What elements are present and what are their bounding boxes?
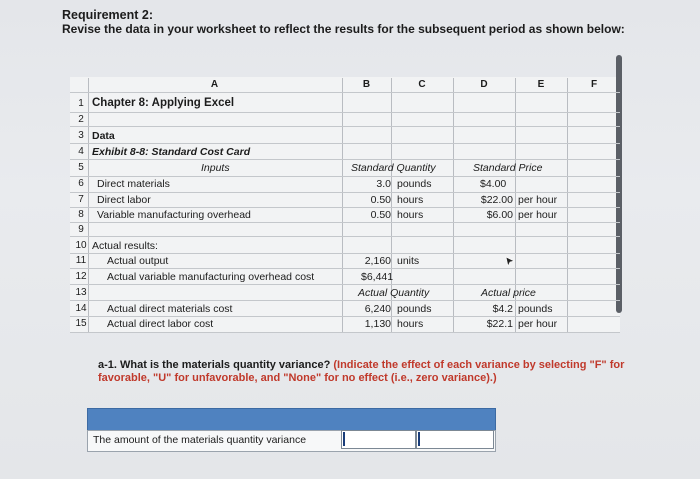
- cell-actual-quantity-header: Actual Quantity: [358, 287, 430, 299]
- cell-actual-overhead-label: Actual variable manufacturing overhead cost: [107, 271, 315, 283]
- cell-overhead-per: per hour: [518, 209, 558, 221]
- grid-line: [70, 284, 620, 285]
- grid-line: [70, 253, 620, 254]
- text-caret: [343, 432, 345, 446]
- cell-standard-quantity-header: Standard Quantity: [351, 162, 436, 174]
- cell-data-heading: Data: [92, 130, 115, 142]
- cell-overhead-label: Variable manufacturing overhead: [97, 209, 251, 221]
- requirement-title: Requirement 2:: [62, 8, 153, 22]
- cell-direct-materials-unit: pounds: [397, 178, 432, 190]
- cell-actual-materials-per: pounds: [518, 303, 553, 315]
- cell-actual-overhead-value: $6,441: [361, 271, 394, 283]
- cell-actual-labor-unit: hours: [397, 318, 424, 330]
- cell-actual-labor-per: per hour: [518, 318, 558, 330]
- cell-actual-labor-label: Actual direct labor cost: [107, 318, 214, 330]
- cell-actual-output-label: Actual output: [107, 255, 169, 267]
- question-hint: (Indicate the effect of each variance by selecting "F" for favorable, "U" for unfavorable, and "None" for no effect (i.e., zero variance).): [98, 359, 625, 384]
- variance-amount-input[interactable]: [341, 430, 416, 449]
- grid-line: [70, 316, 620, 317]
- answer-table-header: [87, 408, 496, 432]
- cell-actual-materials-unit: pounds: [397, 303, 432, 315]
- cell-direct-materials-quantity: 3.0: [376, 178, 391, 190]
- grid-line: [567, 78, 568, 332]
- cell-actual-labor-price: $22.1: [486, 318, 513, 330]
- cell-overhead-quantity: 0.50: [370, 209, 391, 221]
- column-header-d: D: [480, 79, 488, 90]
- grid-line: [70, 268, 620, 269]
- cell-direct-labor-label: Direct labor: [97, 194, 151, 206]
- cell-exhibit-title: Exhibit 8-8: Standard Cost Card: [92, 146, 251, 158]
- variance-effect-select[interactable]: [416, 430, 494, 449]
- cell-direct-labor-quantity: 0.50: [370, 194, 391, 206]
- row-number: 13: [75, 287, 87, 298]
- grid-line: [70, 236, 620, 237]
- column-header-c: C: [418, 79, 426, 90]
- row-number: 10: [75, 240, 87, 251]
- cell-actual-output-unit: units: [397, 255, 420, 267]
- answer-label: The amount of the materials quantity variance: [93, 434, 307, 446]
- requirement-description: Revise the data in your worksheet to reflect the results for the subsequent period as shown below:: [62, 22, 625, 36]
- cell-actual-materials-price: $4.2: [492, 303, 513, 315]
- cell-actual-results-heading: Actual results:: [92, 240, 158, 252]
- cell-actual-price-header: Actual price: [481, 287, 536, 299]
- row-number: 5: [78, 162, 84, 173]
- row-number: 2: [78, 114, 84, 125]
- row-number: 12: [75, 271, 87, 282]
- cell-direct-labor-unit: hours: [397, 194, 424, 206]
- mouse-cursor-icon: [505, 256, 515, 268]
- grid-line: [70, 143, 620, 144]
- grid-line: [70, 332, 620, 333]
- scrollbar[interactable]: [616, 55, 622, 313]
- grid-line: [70, 176, 620, 177]
- row-number: 7: [78, 194, 84, 205]
- row-number: 14: [75, 303, 87, 314]
- grid-line: [70, 92, 620, 93]
- cell-direct-materials-price: $4.00: [480, 178, 507, 190]
- question-prefix: a-1. What is the materials quantity variance?: [98, 359, 331, 371]
- question-text: [98, 359, 658, 385]
- cell-inputs-label: Inputs: [201, 162, 230, 174]
- column-header-e: E: [537, 79, 545, 90]
- grid-line: [70, 300, 620, 301]
- cell-overhead-price: $6.00: [486, 209, 513, 221]
- grid-line: [70, 207, 620, 208]
- cell-actual-labor-quantity: 1,130: [364, 318, 391, 330]
- grid-line: [70, 112, 620, 113]
- cell-chapter-title: Chapter 8: Applying Excel: [92, 97, 235, 109]
- text-caret: [418, 432, 420, 446]
- cell-direct-labor-per: per hour: [518, 194, 558, 206]
- row-number: 3: [78, 130, 84, 141]
- row-number: 4: [78, 146, 84, 157]
- grid-line: [70, 222, 620, 223]
- column-header-b: B: [362, 79, 371, 90]
- row-number: 1: [78, 98, 84, 109]
- column-header-a: A: [210, 79, 219, 90]
- row-number: 11: [75, 255, 87, 266]
- column-header-f: F: [590, 79, 598, 90]
- grid-line: [70, 159, 620, 160]
- cell-standard-price-header: Standard Price: [473, 162, 543, 174]
- grid-line: [70, 126, 620, 127]
- cell-actual-materials-quantity: 6,240: [364, 303, 391, 315]
- row-number: 8: [78, 209, 84, 220]
- row-number: 9: [78, 224, 84, 235]
- cell-direct-materials-label: Direct materials: [97, 178, 170, 190]
- row-number: 15: [75, 318, 87, 329]
- cell-actual-materials-label: Actual direct materials cost: [107, 303, 233, 315]
- grid-line: [70, 192, 620, 193]
- cell-actual-output-value: 2,160: [364, 255, 391, 267]
- cell-overhead-unit: hours: [397, 209, 424, 221]
- cell-direct-labor-price: $22.00: [480, 194, 513, 206]
- row-number: 6: [78, 178, 84, 189]
